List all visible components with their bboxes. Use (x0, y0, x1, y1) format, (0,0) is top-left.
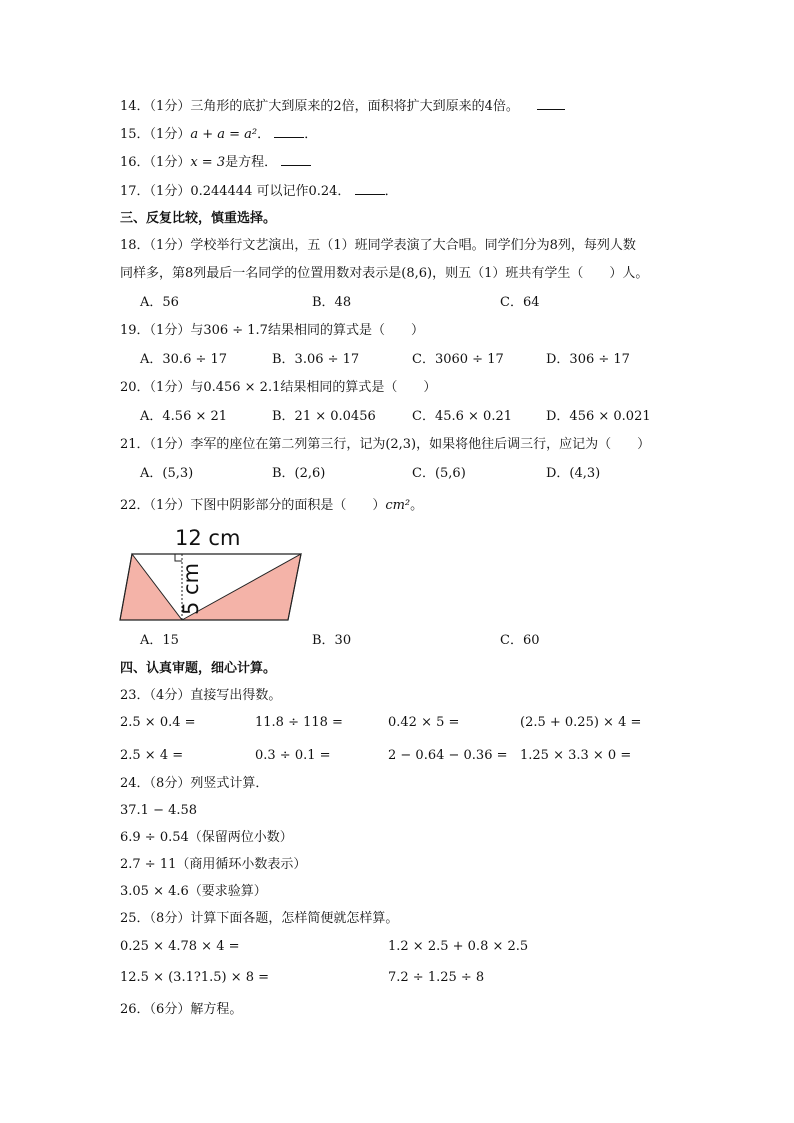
question-14 (120, 97, 565, 116)
calc-item: (2.5 + 0.25) × 4 = (520, 715, 642, 730)
question-21: 21．（1分）李军的座位在第二列第三行，记为(2,3)，如果将他往后调三行，应记为（ ） (120, 437, 651, 452)
question-text: 17．（1分）0.244444 可以记作0.24̇． (120, 184, 351, 199)
calc-item: 37.1 − 4.58 (120, 803, 198, 818)
calc-item: 12.5 × (3.1?1.5) × 8 = (120, 970, 270, 985)
question-19: 19．（1分）与306 ÷ 1.7结果相同的算式是（ ） (120, 323, 424, 338)
height-label: 5 cm (179, 562, 203, 615)
option-d[interactable]: D．306 ÷ 17 (546, 352, 630, 367)
option-c[interactable]: C．60 (500, 633, 540, 648)
question-text: 14．（1分）三角形的底扩大到原来的2倍，面积将扩大到原来的4倍。 (120, 99, 519, 114)
option-d[interactable]: D．456 × 0.021 (546, 409, 651, 424)
section-heading: 三、反复比较，慎重选择。 (120, 211, 277, 226)
option-b[interactable]: B．3.06 ÷ 17 (272, 352, 360, 367)
question-18-line1: 18．（1分）学校举行文艺演出，五（1）班同学表演了大合唱。同学们分为8列，每列人数 (120, 238, 636, 253)
answer-blank[interactable] (274, 125, 304, 138)
right-angle-mark (175, 554, 182, 561)
question-suffix: ． (257, 127, 271, 142)
parallelogram-figure (118, 523, 308, 625)
shaded-triangle-left (120, 554, 182, 620)
calc-item: 0.3 ÷ 0.1 = (255, 748, 331, 763)
question-17: 17．（1分）0.244444 可以记作0.24̇． ． (120, 184, 398, 199)
option-a[interactable]: A．56 (140, 295, 179, 310)
question-20: 20．（1分）与0.456 × 2.1结果相同的算式是（ ） (120, 380, 437, 395)
question-16 (120, 153, 311, 172)
math-formula: x = 3 (190, 155, 226, 170)
math-formula: a + a = a² (190, 127, 258, 142)
calc-item: 2.7 ÷ 11（商用循环小数表示） (120, 857, 307, 872)
option-d[interactable]: D．(4,3) (546, 466, 601, 481)
calc-item: 0.25 × 4.78 × 4 = (120, 939, 240, 954)
calc-item: 3.05 × 4.6（要求验算） (120, 884, 267, 899)
calc-item: 2.5 × 0.4 = (120, 715, 196, 730)
option-c[interactable]: C．(5,6) (412, 466, 466, 481)
calc-item: 11.8 ÷ 118 = (255, 715, 343, 730)
option-a[interactable]: A．30.6 ÷ 17 (140, 352, 228, 367)
calc-item: 7.2 ÷ 1.25 ÷ 8 (388, 970, 485, 985)
top-length-label: 12 cm (175, 526, 241, 550)
calc-item: 1.25 × 3.3 × 0 = (520, 748, 632, 763)
calc-item: 6.9 ÷ 0.54（保留两位小数） (120, 830, 293, 845)
section-heading: 四、认真审题，细心计算。 (120, 661, 277, 676)
question-22 (120, 497, 423, 515)
question-25: 25．（8分）计算下面各题，怎样简便就怎样算。 (120, 911, 399, 926)
calc-item: 1.2 × 2.5 + 0.8 × 2.5 (388, 939, 529, 954)
calc-item: 2.5 × 4 = (120, 748, 184, 763)
question-number: 16．（1分） (120, 155, 191, 170)
option-b[interactable]: B．48 (312, 295, 352, 310)
option-c[interactable]: C．64 (500, 295, 540, 310)
option-a[interactable]: A．(5,3) (140, 466, 194, 481)
answer-blank[interactable] (537, 97, 565, 110)
option-a[interactable]: A．15 (140, 633, 179, 648)
calc-item: 0.42 × 5 = (388, 715, 460, 730)
question-suffix: 。 (410, 498, 424, 513)
question-text: 22．（1分）下图中阴影部分的面积是（ ） (120, 498, 386, 513)
answer-blank[interactable] (355, 182, 385, 195)
calc-item: 2 − 0.64 − 0.36 = (388, 748, 508, 763)
question-18-line2: 同样多，第8列最后一名同学的位置用数对表示是(8,6)，则五（1）班共有学生（ ）人。 (120, 266, 649, 281)
unit: cm² (385, 498, 411, 513)
answer-blank[interactable] (281, 153, 311, 166)
question-26: 26．（6分）解方程。 (120, 1002, 243, 1017)
question-23: 23．（4分）直接写出得数。 (120, 688, 282, 703)
option-c[interactable]: C．45.6 × 0.21 (412, 409, 512, 424)
question-suffix: 是方程． (225, 155, 278, 170)
question-number: 15．（1分） (120, 127, 191, 142)
question-15: 15．（1分）a + a = a²． ． (120, 127, 318, 142)
question-24: 24．（8分）列竖式计算． (120, 776, 269, 791)
option-b[interactable]: B．30 (312, 633, 352, 648)
option-a[interactable]: A．4.56 × 21 (140, 409, 228, 424)
option-c[interactable]: C．3060 ÷ 17 (412, 352, 504, 367)
option-b[interactable]: B．21 × 0.0456 (272, 409, 376, 424)
option-b[interactable]: B．(2,6) (272, 466, 326, 481)
